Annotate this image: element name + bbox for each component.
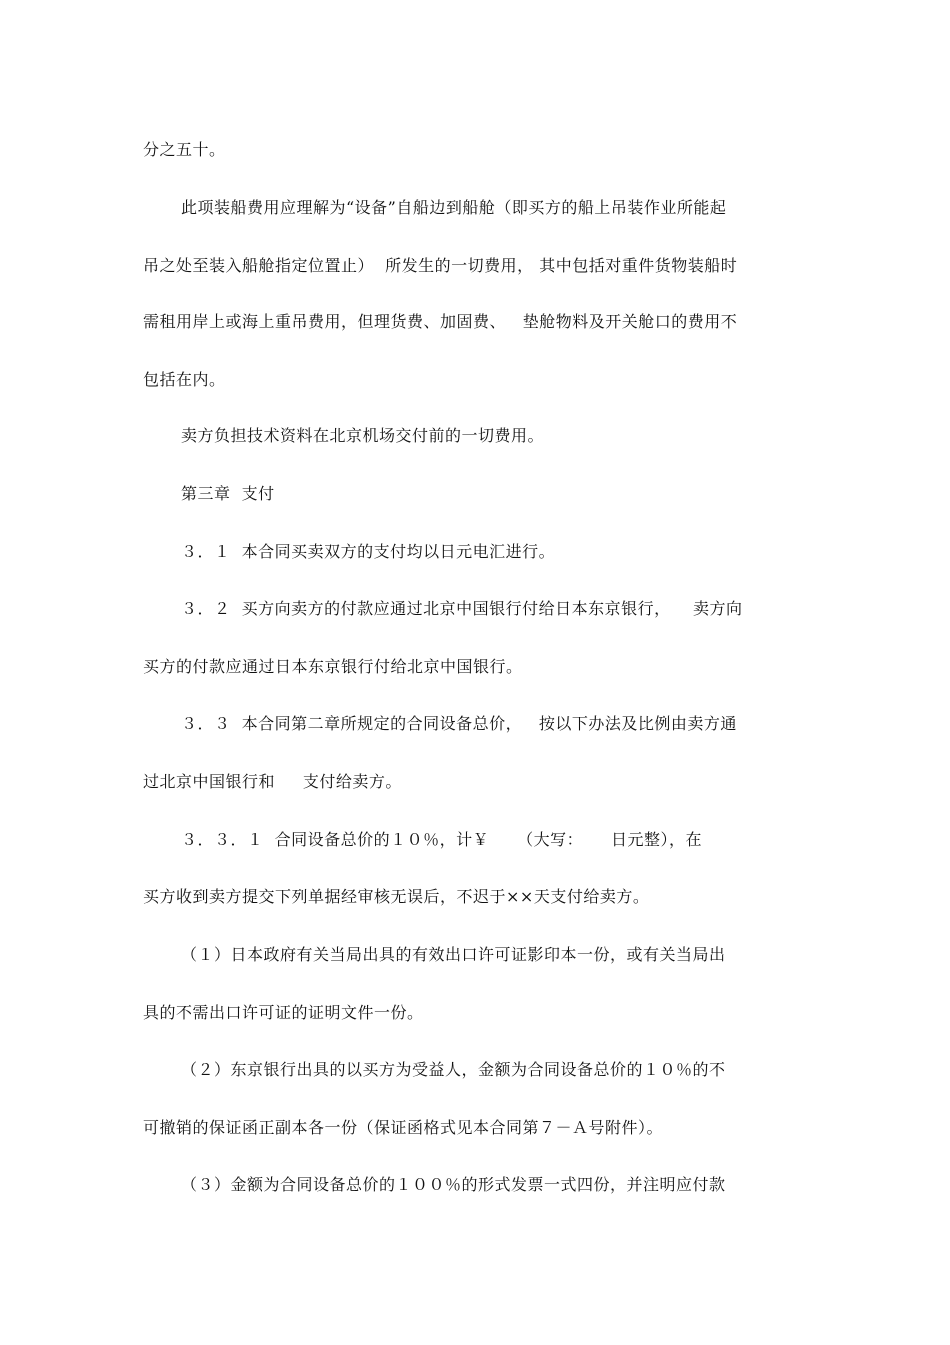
paragraph-line: 此项装船费用应理解为“设备”自船边到船舱（即买方的船上吊装作业所能起 [181, 198, 727, 217]
list-item-line: （２）东京银行出具的以买方为受益人，金额为合同设备总价的１０％的不 [181, 1060, 726, 1079]
paragraph-line: 过北京中国银行和 支付给卖方。 [143, 772, 402, 791]
paragraph-line: 需租用岸上或海上重吊费用，但理货费、加固费、 垫舱物料及开关舱口的费用不 [143, 312, 738, 331]
clause-line: ３．１ 本合同买卖双方的支付均以日元电汇进行。 [181, 542, 556, 561]
paragraph-line: 包括在内。 [143, 370, 226, 389]
clause-line: ３．３．１ 合同设备总价的１０％，计￥ （大写： 日元整），在 [181, 830, 703, 849]
paragraph-line: 买方的付款应通过日本东京银行付给北京中国银行。 [143, 657, 523, 676]
paragraph-line: 可撤销的保证函正副本各一份（保证函格式见本合同第７－Ａ号附件）。 [143, 1118, 664, 1137]
paragraph-line: 吊之处至装入船舱指定位置止） 所发生的一切费用， 其中包括对重件货物装船时 [143, 256, 738, 275]
list-item-line: （１）日本政府有关当局出具的有效出口许可证影印本一份，或有关当局出 [181, 945, 726, 964]
paragraph-line: 买方收到卖方提交下列单据经审核无误后，不迟于××天支付给卖方。 [143, 887, 650, 906]
paragraph-line: 具的不需出口许可证的证明文件一份。 [143, 1003, 424, 1022]
clause-line: ３．３ 本合同第二章所规定的合同设备总价， 按以下办法及比例由卖方通 [181, 714, 737, 733]
list-item-line: （３）金额为合同设备总价的１００％的形式发票一式四份，并注明应付款 [181, 1175, 726, 1194]
chapter-heading: 第三章 支付 [181, 484, 275, 503]
clause-line: ３．２ 买方向卖方的付款应通过北京中国银行付给日本东京银行， 卖方向 [181, 599, 743, 618]
paragraph-line: 分之五十。 [143, 140, 226, 159]
paragraph-line: 卖方负担技术资料在北京机场交付前的一切费用。 [181, 426, 545, 445]
